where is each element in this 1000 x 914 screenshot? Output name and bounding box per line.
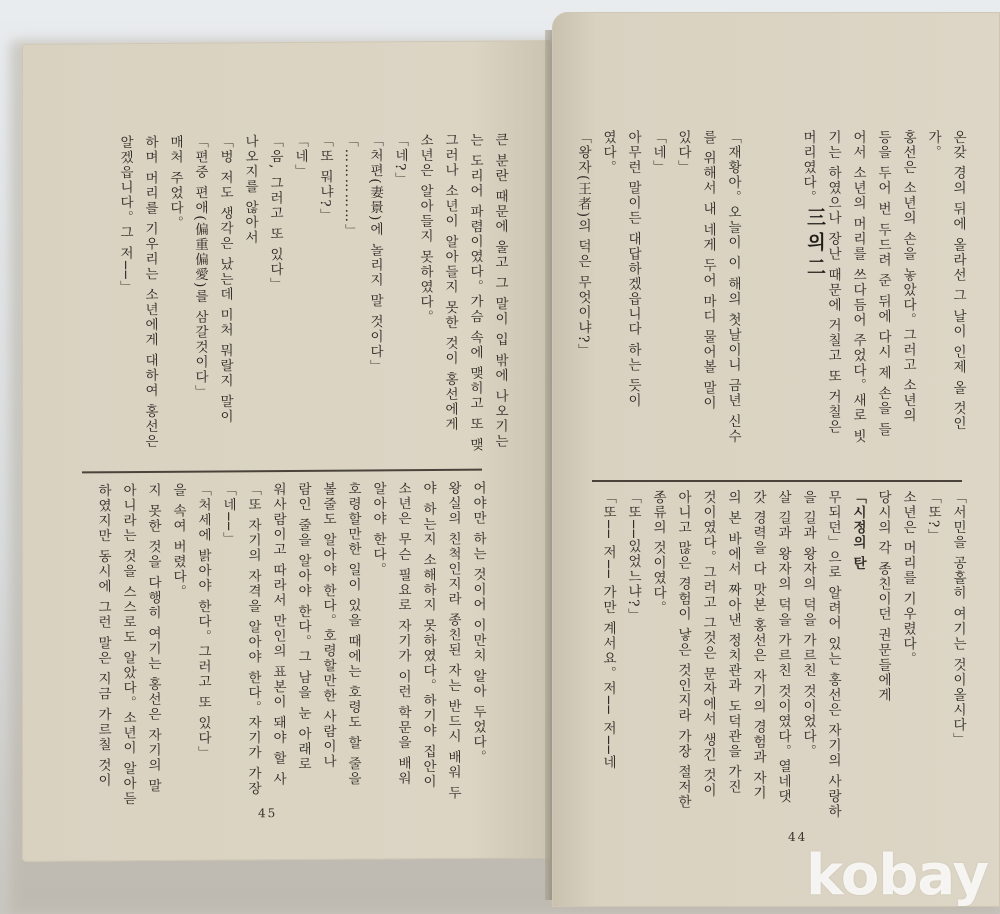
text-line: 「음, 그러고 또 있다」 [267, 134, 283, 293]
text-line: 소년은 알아들지 못하였다。 [417, 132, 433, 325]
text-line: 을 길과 왕자의 덕을 가르친 것이었다。 [800, 490, 816, 759]
text-line: 어서 소년의 머리를 쓰다듬어 주었다。새로 빗 [850, 130, 866, 444]
text-line: 매처 주었다。 [167, 134, 183, 231]
text-line: 의 본 바에서 짜아낸 정치관과 도덕관을 가진 [725, 490, 741, 795]
text-line: 호령할만한 일이 있을 때에는 호령도 할 줄을 [345, 481, 361, 787]
text-line: 종류의 것이였다。 [650, 490, 666, 616]
text-line: 지 못한 것을 다행히 여기는 홍선은 자기의 말 [145, 482, 161, 794]
right-page [552, 12, 1000, 907]
text-line: 기는 하였으나 장난 때문에 거칠고 또 거칠은 [825, 130, 841, 435]
text-line: 무되던」으로 알려어 있는 홍선은 자기의 사랑하 [825, 490, 841, 819]
text-line: 「처편(妻㬌)에 놀리지 말 것이다」 [367, 133, 383, 375]
text-line: 갓 경력을 다 맛본 홍선은 자기의 경험과 자기 [750, 490, 766, 801]
right-page-number: 44 [788, 830, 808, 844]
text-line: 어야만 하는 것이어 이만치 알아 두었다。 [470, 480, 486, 765]
right-page-divider [592, 480, 962, 482]
text-line: 머리였다。 [800, 130, 816, 205]
text-line: 「……………」 [342, 133, 358, 239]
text-line: 살 길과 왕자의 덕을 가르친 것이였다。열네댓 [775, 490, 791, 804]
text-line: 아무런 말이든 대답하겠읍니다 하는 듯이 [625, 130, 641, 409]
text-line: 「또 자기의 자격을 알아야 한다。자기가 가장 [245, 482, 261, 797]
chapter-heading: 三의二 [804, 207, 826, 282]
text-line: 「서민을 공홀히 여기는 것이올시다」 [950, 490, 966, 748]
text-line: 볼줄도 알아야 한다。호령할만한 사람이나 [320, 481, 336, 770]
left-page-number: 45 [258, 806, 278, 821]
text-line: 「또 뭐냐?」 [317, 133, 333, 224]
text-line: 있다」 [675, 130, 691, 175]
text-line: 하며 머리를 기우리는 소년에게 대하여 홍선은 [142, 134, 158, 449]
text-line: 아니고 많은 경험이 낳은 것인지라 가장 절저한 [675, 490, 691, 810]
text-line: 온갖 경의 뒤에 올라선 그 날이 인제 올 것인 [950, 130, 966, 432]
left-page [22, 40, 550, 862]
text-line: 「왕자(王者)의 덕은 무엇이냐?」 [575, 130, 591, 359]
text-line: 「네──」 [220, 482, 236, 547]
text-line: 였다。 [600, 130, 616, 175]
text-line: 아니라는 것을 스스로도 알았다。소년이 알아듣 [120, 483, 136, 807]
text-line: 「네」 [650, 130, 666, 175]
text-line: 을 속여 버렸다。 [170, 482, 186, 600]
text-line: 「네?」 [392, 133, 408, 188]
left-page-top-text [82, 132, 512, 475]
text-line: 왕실의 친척인지라 종친된 자는 반드시 배워 두 [445, 480, 461, 801]
text-line: 알아야 한다。 [370, 481, 386, 578]
text-line-bold: 「시정의 탄 [850, 490, 866, 572]
text-line: 「편중 편애(偏重偏愛)를 삼갈것이다」 [192, 134, 208, 400]
text-line: 「재황아。오늘이 이 해의 첫날이니 금년 신수 [725, 130, 741, 444]
text-line: 「또──있었느냐?」 [625, 490, 641, 623]
text-line: 나오지를 않아서 [242, 134, 258, 246]
text-line [770, 130, 795, 480]
text-line: 「벙 저도 생각은 났는데 미처 뭐랄지 말이 [217, 134, 233, 425]
text-line: 는 도리어 파렴이였다。가슴 속에 맺히고 또 맺 [467, 132, 483, 453]
kobay-watermark: kobay [806, 843, 988, 908]
text-line: 「또?」 [925, 490, 941, 544]
text-line: 알겠읍니다。그 저──」 [117, 135, 133, 296]
text-line: 하였지만 동시에 그런 말은 지금 가르칠 것이 [95, 483, 111, 789]
left-page-bottom-text [78, 481, 490, 814]
text-line: 소년은 무슨 필요로 자기가 이런 학문을 배워 [395, 481, 411, 786]
text-line: 가。 [925, 130, 941, 160]
text-line: 「네」 [292, 133, 308, 179]
text-line: 「처세에 밝아야 한다。그러고 또 있다」 [195, 482, 211, 761]
text-line: 워사람이고 따라서 만인의 표본이 돼야 할 사 [270, 482, 286, 787]
text-line: 당시의 각 종친이던 권문들에게 [875, 490, 891, 703]
text-line: 소년은 머리를 기우렸다。 [900, 490, 916, 667]
text-line: 람인 줄을 알아야 한다。그 남을 눈 아래로 [295, 481, 311, 772]
text-line: 것이였다。그러고 그것은 문자에서 생긴 것이 [700, 490, 716, 799]
text-line [745, 130, 770, 480]
text-line: 를 위해서 내 네게 두어 마디 물어볼 말이 [700, 130, 716, 411]
text-line: 「또── 저── 가만 계서요。저── 저──네 [600, 490, 616, 771]
text-line: 야 하는지 소해하지 못하였다。하기야 집안이 [420, 480, 436, 790]
text-line: 등을 두어 번 두드려 준 뒤에 다시 제 손을 들 [875, 130, 891, 438]
right-page-top-text [575, 130, 970, 480]
text-line: 큰 분란 때문에 울고 그 말이 입 밖에 나오기는 [492, 132, 508, 449]
text-line: 홍선은 소년의 손을 놓았다。그러고 소년의 [900, 130, 916, 424]
right-page-bottom-text [592, 490, 970, 840]
text-line: 그러나 소년이 알아들지 못한 것이 홍선에게 [442, 132, 458, 432]
